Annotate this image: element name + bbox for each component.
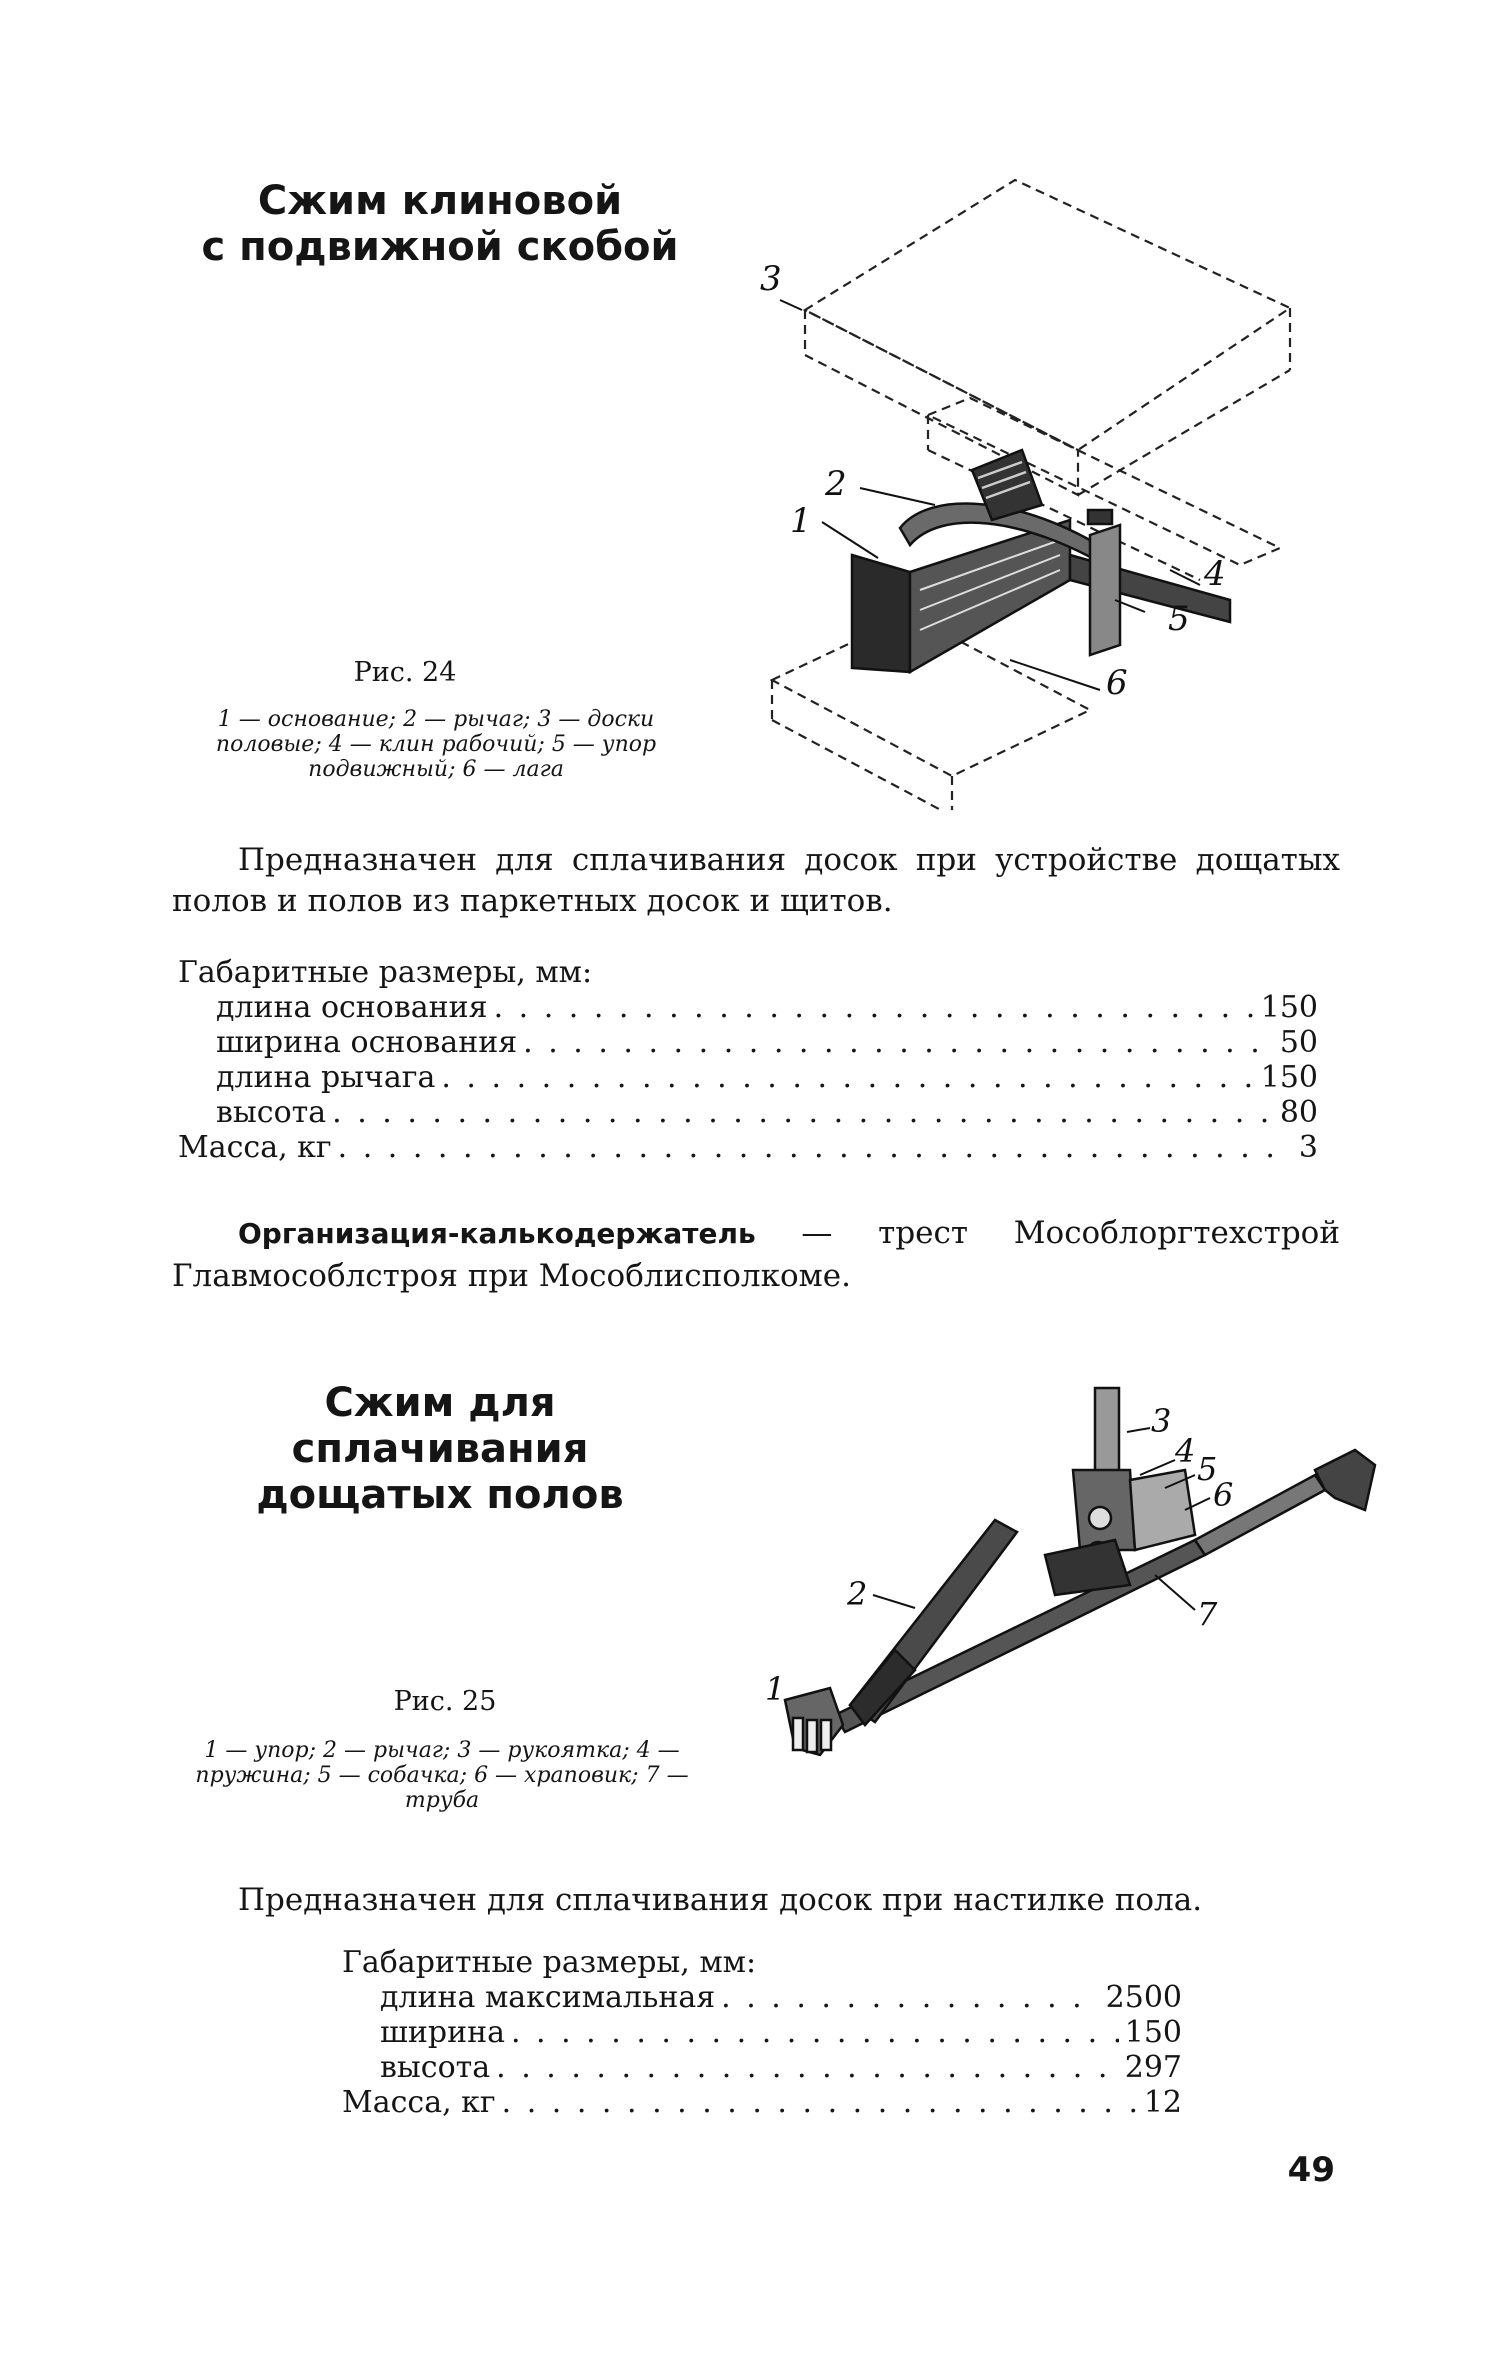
figure-25-label: Рис. 25 xyxy=(393,1686,497,1717)
spec-row: ширина . . . 150 xyxy=(342,2015,1182,2050)
mass-row: Масса, кг . . . 3 xyxy=(178,1130,1318,1165)
figure-24-illustration xyxy=(760,160,1300,810)
figure-25-caption: 1 — упор; 2 — рычаг; 3 — рукоятка; 4 — пружина; 5 — собачка; 6 — храповик; 7 — труба xyxy=(195,1738,689,1813)
callout-2: 2 xyxy=(825,464,847,504)
callout-5: 5 xyxy=(1168,599,1190,639)
page-number: 49 xyxy=(1287,2150,1335,2190)
section1-title-line2: с подвижной скобой xyxy=(201,224,679,270)
section1-description: Предназначен для сплачивания досок при устройстве дощатых полов и полов из паркетных досок и щитов. xyxy=(172,842,1340,919)
callout-3: 3 xyxy=(1151,1402,1172,1440)
section1-specs xyxy=(178,955,1318,1165)
section2-title-line2: дощатых полов xyxy=(256,1472,624,1518)
section2-title-line1: Сжим для сплачивания xyxy=(291,1380,589,1472)
section2-description: Предназначен для сплачивания досок при настилке пола. xyxy=(238,1882,1203,1918)
section1-specs-heading: Габаритные размеры, мм: xyxy=(178,955,593,990)
callout-4: 4 xyxy=(1204,554,1226,594)
stop-5 xyxy=(1090,525,1120,655)
spec-row: ширина основания . . . 50 xyxy=(178,1025,1318,1060)
org-text: — трест Мособлоргтехстрой Главмособлстроя при Мособлисполкоме. xyxy=(172,1215,1340,1294)
spec-row: длина рычага . . . 150 xyxy=(178,1060,1318,1095)
spec-row: высота . . . 80 xyxy=(178,1095,1318,1130)
callout-6: 6 xyxy=(1106,663,1128,703)
section2-specs xyxy=(342,1945,1182,2120)
callout-5: 5 xyxy=(1197,1450,1218,1488)
spec-row: высота . . . 297 xyxy=(342,2050,1182,2085)
callout-6: 6 xyxy=(1213,1476,1234,1514)
callout-2: 2 xyxy=(847,1575,868,1613)
callout-3: 3 xyxy=(760,259,782,299)
org-label: Организация-калькодержатель xyxy=(238,1217,756,1250)
section2-title xyxy=(180,1380,700,1518)
callout-1: 1 xyxy=(765,1670,786,1708)
base-1 xyxy=(852,555,910,672)
spec-row: длина основания . . . 150 xyxy=(178,990,1318,1025)
callout-1: 1 xyxy=(790,501,812,541)
figure-24-label: Рис. 24 xyxy=(353,657,457,688)
callout-7: 7 xyxy=(1197,1595,1218,1633)
section1-title xyxy=(200,178,680,270)
custodian-organization xyxy=(172,1212,1340,1298)
figure-25-illustration xyxy=(755,1370,1380,1850)
figure-24-caption: 1 — основание; 2 — рычаг; 3 — доски половые; 4 — клин рабочий; 5 — упор подвижный; 6 — лага xyxy=(215,707,657,782)
callout-4: 4 xyxy=(1175,1432,1196,1470)
section2-specs-heading: Габаритные размеры, мм: xyxy=(342,1945,757,1980)
section1-title-line1: Сжим клиновой xyxy=(257,178,623,224)
board-3-top xyxy=(805,180,1290,450)
spec-row: длина максимальная . . . 2500 xyxy=(342,1980,1182,2015)
mass-row: Масса, кг . . . 12 xyxy=(342,2085,1182,2120)
